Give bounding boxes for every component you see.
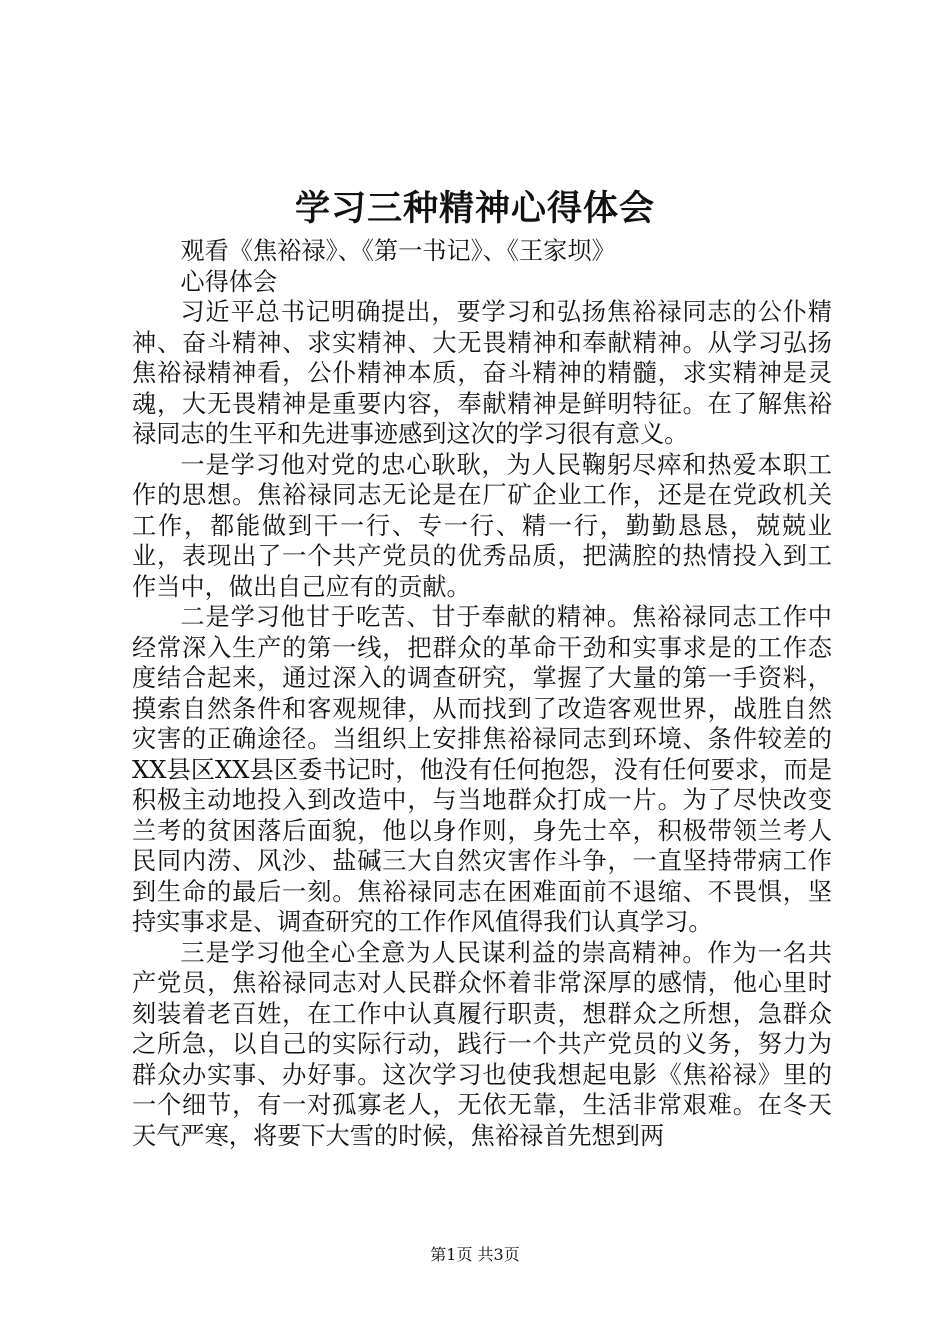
- paragraph-point-three: 三是学习他全心全意为人民谋利益的崇高精神。作为一名共产党员，焦裕禄同志对人民群众怀着非常深厚的感情，他心里时刻装着老百姓，在工作中认真履行职责，想群众之所想，急群众之所急，以自己的实际行动，践行一个共产党员的义务，努力为群众办实事、办好事。这次学习也使我想起电影《焦裕禄》里的一个细节，有一对孤寡老人，无依无靠，生活非常艰难。在冬天天气严寒，将要下大雪的时候，焦裕禄首先想到两: [132, 938, 832, 1150]
- paragraph-point-two: 二是学习他甘于吃苦、甘于奉献的精神。焦裕禄同志工作中经常深入生产的第一线，把群众的革命干劲和实事求是的工作态度结合起来，通过深入的调查研究，掌握了大量的第一手资料，摸索自然条件和客观规律，从而找到了改造客观世界，战胜自然灾害的正确途径。当组织上安排焦裕禄同志到环境、条件较差的XX县区XX县区委书记时，他没有任何抱怨，没有任何要求，而是积极主动地投入到改造中，与当地群众打成一片。为了尽快改变兰考的贫困落后面貌，他以身作则，身先士卒，积极带领兰考人民同内涝、风沙、盐碱三大自然灾害作斗争，一直坚持带病工作到生命的最后一刻。焦裕禄同志在困难面前不退缩、不畏惧，坚持实事求是、调查研究的工作作风值得我们认真学习。: [132, 603, 832, 936]
- document-body: [132, 236, 832, 1151]
- paragraph-point-one: 一是学习他对党的忠心耿耿，为人民鞠躬尽瘁和热爱本职工作的思想。焦裕禄同志无论是在厂矿企业工作，还是在党政机关工作，都能做到干一行、专一行、精一行，勤勤恳恳，兢兢业业，表现出了一个共产党员的优秀品质，把满腔的热情投入到工作当中，做出自己应有的贡献。: [132, 450, 832, 601]
- paragraph-subtitle-line-1: 观看《焦裕禄》、《第一书记》、《王家坝》: [180, 237, 616, 265]
- document-title: 学习三种精神心得体会: [294, 188, 655, 229]
- paragraph-intro: 习近平总书记明确提出，要学习和弘扬焦裕禄同志的公仆精神、奋斗精神、求实精神、大无畏精神和奉献精神。从学习弘扬焦裕禄精神看，公仆精神本质，奋斗精神的精髓，求实精神是灵魂，大无畏精神是重要内容，奉献精神是鲜明特征。在了解焦裕禄同志的生平和先进事迹感到这次的学习很有意义。: [132, 298, 832, 448]
- paragraph-subtitle-line-2: 心得体会: [180, 267, 278, 296]
- page-number-footer: 第1页 共3页: [430, 1245, 520, 1264]
